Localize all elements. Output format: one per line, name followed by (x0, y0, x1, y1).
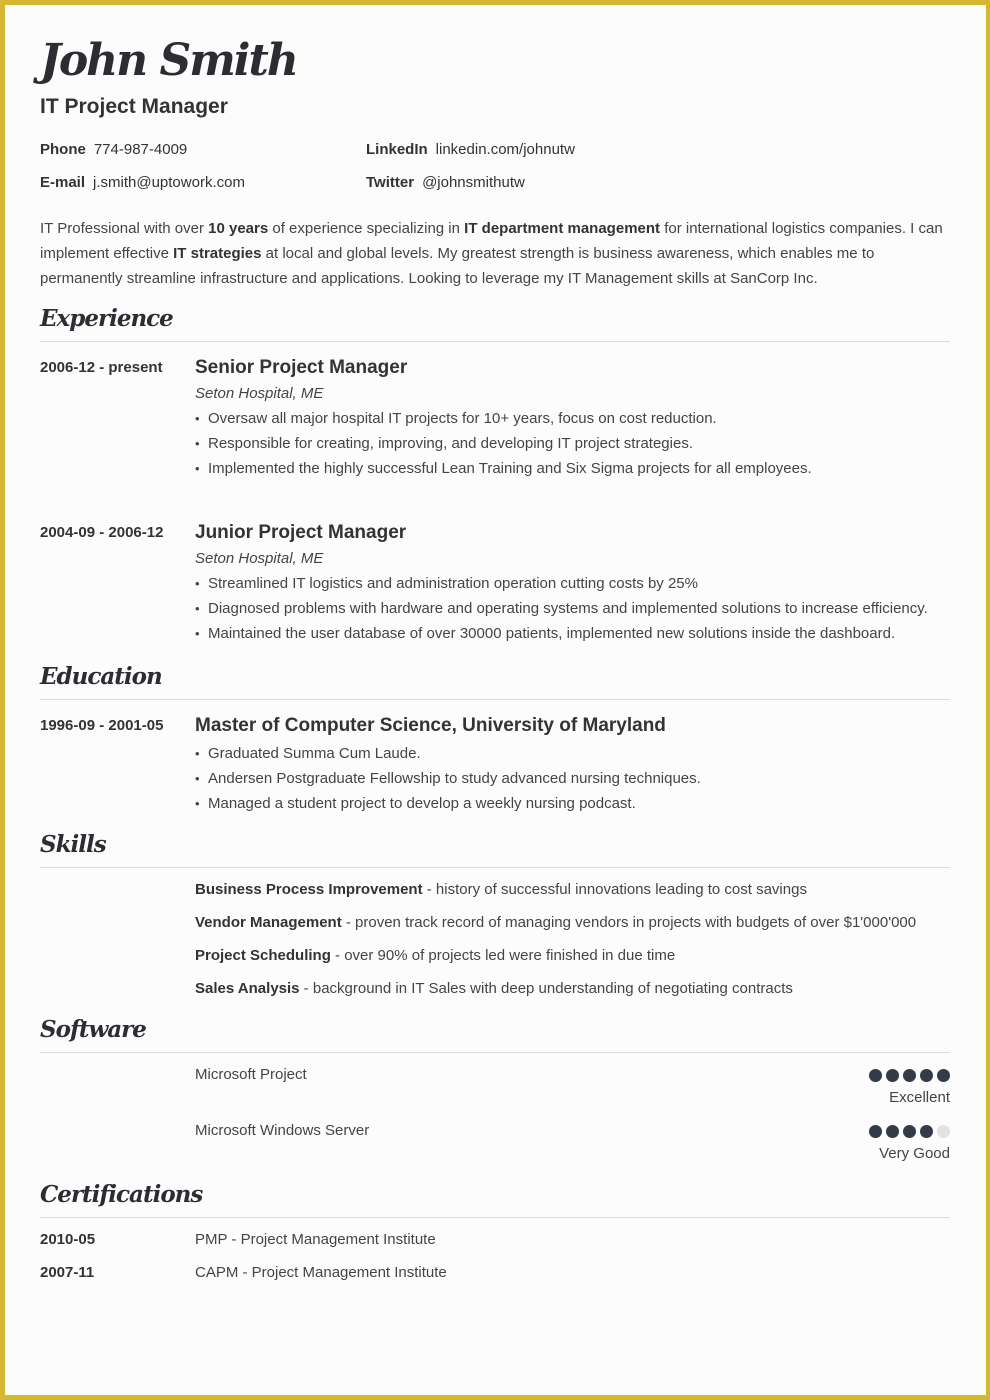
contact-value: 774-987-4009 (93, 141, 188, 158)
contact-label: E-mail (40, 174, 86, 191)
experience-dates: 2004-09 - 2006-12 (40, 524, 164, 541)
summary-text: at local and global levels. My greatest strength is business awareness, which enables me to permanently streamline infrastructure and applications. Looking to leverage my IT Management skills at SanCorp Inc. (40, 245, 875, 287)
rating-dot-filled-icon (869, 1125, 882, 1138)
skill-desc: - over 90% of projects led were finished in due time (330, 947, 676, 964)
software-level: Very Good (879, 1145, 950, 1162)
rating-dot-empty-icon (937, 1125, 950, 1138)
certification-date: 2010-05 (40, 1231, 96, 1248)
rating-dot-filled-icon (920, 1069, 933, 1082)
bullet-item: • Managed a student project to develop a weekly nursing podcast. (195, 791, 950, 816)
bullet-item: • Diagnosed problems with hardware and operating systems and implemented solutions to increase efficiency. (195, 596, 950, 621)
experience-role: Junior Project Manager (195, 522, 407, 543)
bullet-item: • Streamlined IT logistics and administration operation cutting costs by 25% (195, 571, 950, 596)
experience-org: Seton Hospital, ME (195, 385, 324, 402)
bullet-item: • Graduated Summa Cum Laude. (195, 741, 950, 766)
experience-dates: 2006-12 - present (40, 359, 163, 376)
contact-label: Twitter (366, 174, 415, 191)
section-heading-experience (40, 305, 950, 342)
skill-desc: - background in IT Sales with deep understanding of negotiating contracts (299, 980, 793, 997)
contact-twitter (366, 174, 525, 191)
bullet-item: • Responsible for creating, improving, and developing IT project strategies. (195, 431, 950, 456)
summary-text: IT Professional with over (40, 220, 209, 237)
contact-label: Phone (40, 141, 86, 158)
summary-text: for international logistics companies. I can implement effective (40, 220, 943, 262)
skill-name: Project Scheduling (195, 947, 331, 964)
rating-dot-filled-icon (886, 1069, 899, 1082)
rating-dot-filled-icon (886, 1125, 899, 1138)
section-title: Software (40, 1016, 146, 1043)
education-degree: Master of Computer Science, University of Maryland (195, 715, 666, 736)
rating-dot-filled-icon (903, 1125, 916, 1138)
bullet-item: • Implemented the highly successful Lean Training and Six Sigma projects for all employees. (195, 456, 950, 481)
experience-bullets (195, 571, 950, 646)
contact-label: LinkedIn (366, 141, 428, 158)
contact-email (40, 174, 245, 191)
section-title: Education (40, 663, 162, 690)
resume-page (5, 5, 986, 1395)
summary-text: of experience specializing in (268, 220, 465, 237)
section-heading-certifications (40, 1181, 950, 1218)
skill-item (195, 914, 916, 931)
certification-name: PMP - Project Management Institute (195, 1231, 436, 1248)
skill-item (195, 947, 675, 964)
rating-dot-filled-icon (903, 1069, 916, 1082)
experience-role: Senior Project Manager (195, 357, 408, 378)
section-heading-skills (40, 831, 950, 868)
section-title: Certifications (40, 1181, 203, 1208)
skill-desc: - proven track record of managing vendors in projects with budgets of over $1'000'000 (341, 914, 917, 931)
candidate-name: John Smith (40, 35, 297, 86)
rating-dot-filled-icon (920, 1125, 933, 1138)
skill-desc: - history of successful innovations leading to cost savings (422, 881, 807, 898)
software-level: Excellent (889, 1089, 950, 1106)
software-name: Microsoft Project (195, 1066, 307, 1083)
skill-name: Business Process Improvement (195, 881, 423, 898)
software-rating (869, 1125, 950, 1138)
bullet-item: • Maintained the user database of over 30000 patients, implemented new solutions inside the dashboard. (195, 621, 950, 646)
education-bullets (195, 741, 950, 816)
candidate-title: IT Project Manager (40, 95, 228, 118)
software-name: Microsoft Windows Server (195, 1122, 370, 1139)
professional-summary (40, 216, 950, 291)
skill-item (195, 980, 793, 997)
certification-name: CAPM - Project Management Institute (195, 1264, 447, 1281)
skill-name: Sales Analysis (195, 980, 300, 997)
rating-dot-filled-icon (937, 1069, 950, 1082)
summary-emphasis: IT strategies (173, 245, 262, 262)
bullet-item: • Andersen Postgraduate Fellowship to study advanced nursing techniques. (195, 766, 950, 791)
section-title: Skills (40, 831, 106, 858)
bullet-item: • Oversaw all major hospital IT projects for 10+ years, focus on cost reduction. (195, 406, 950, 431)
contact-linkedin (366, 141, 575, 158)
experience-bullets (195, 406, 950, 481)
experience-org: Seton Hospital, ME (195, 550, 324, 567)
software-rating (869, 1069, 950, 1082)
contact-value[interactable]: j.smith@uptowork.com (93, 174, 245, 191)
section-heading-software (40, 1016, 950, 1053)
certification-date: 2007-11 (40, 1264, 95, 1281)
contact-value[interactable]: linkedin.com/johnutw (435, 141, 575, 158)
education-dates: 1996-09 - 2001-05 (40, 717, 164, 734)
section-heading-education (40, 663, 950, 700)
section-title: Experience (40, 305, 173, 332)
rating-dot-filled-icon (869, 1069, 882, 1082)
summary-emphasis: 10 years (208, 220, 269, 237)
contact-phone (40, 141, 187, 158)
skill-name: Vendor Management (195, 914, 342, 931)
contact-value[interactable]: @johnsmithutw (422, 174, 525, 191)
skill-item (195, 881, 807, 898)
summary-emphasis: IT department management (464, 220, 661, 237)
